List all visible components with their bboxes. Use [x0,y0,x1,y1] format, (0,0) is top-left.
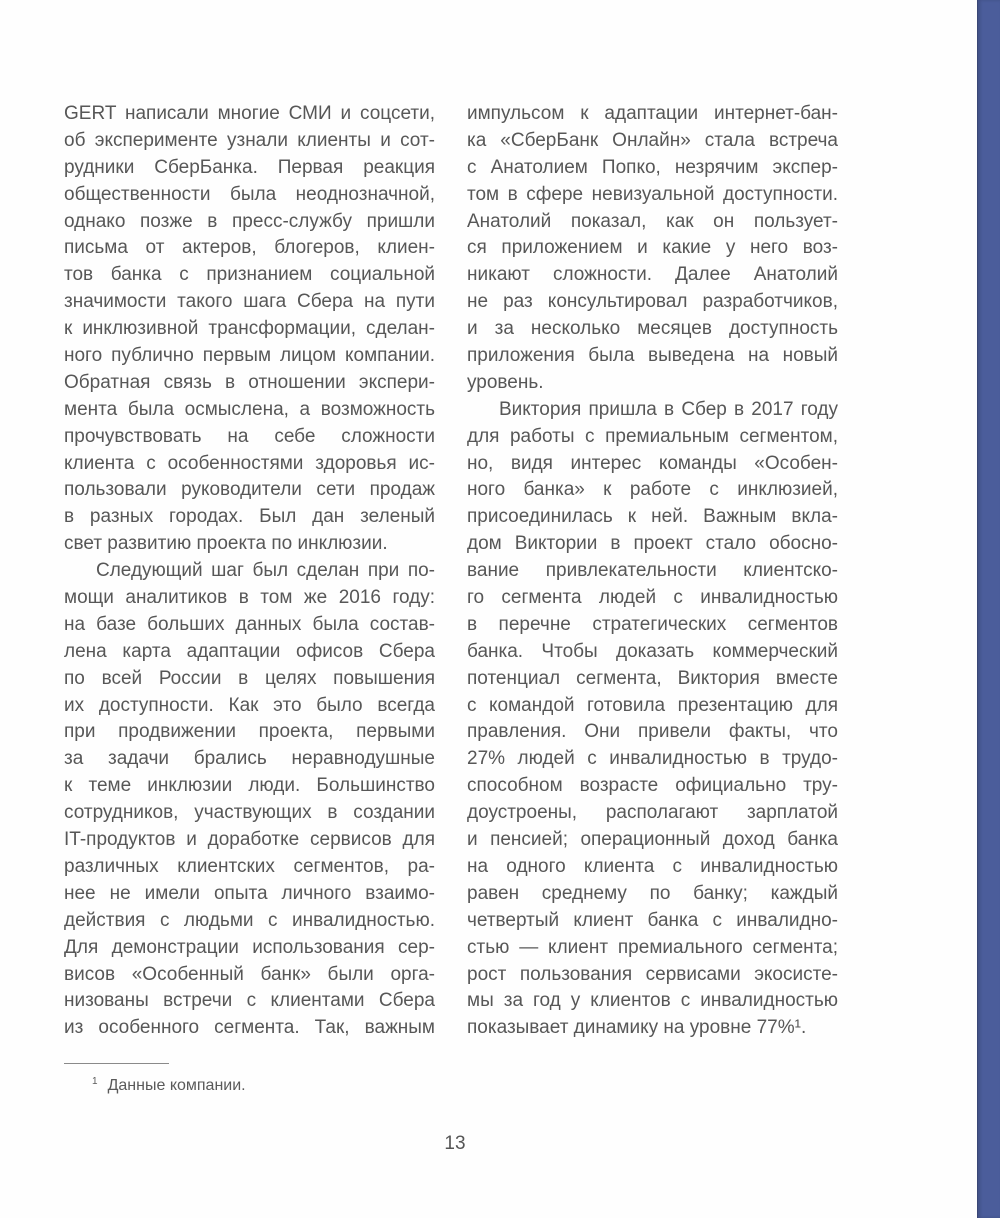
text-line: стью — клиент премиального сегмента; [467,936,838,958]
text-line: и за несколько месяцев доступность [467,318,838,340]
text-line: свет развитию проекта по инклюзии. [64,533,388,555]
page-number: 13 [444,1133,466,1154]
text-line: нее не имели опыта личного взаимо- [64,882,435,904]
book-edge-strip [977,0,1000,1218]
text-line: за задачи брались неравнодушные [64,748,435,770]
text-line: банка. Чтобы доказать коммерческий [467,640,838,662]
text-line: ного публично первым лицом компании. [64,345,435,367]
text-line: их доступности. Как это было всегда [64,694,435,716]
text-line: показывает динамику на уровне 77%¹. [467,1017,807,1039]
text-line: приложения была выведена на новый [467,345,838,367]
text-line: Следующий шаг был сделан при по- [96,560,435,582]
text-line: потенциал сегмента, Виктория вместе [467,667,838,689]
text-line: вание привлекательности клиентско- [467,560,838,582]
text-line: лена карта адаптации офисов Сбера [64,640,435,662]
text-line: в разных городах. Был дан зеленый [64,506,435,528]
text-line: способном возрасте официально тру- [467,775,838,797]
footnote-divider [64,1063,169,1064]
text-line: Обратная связь в отношении экспери- [64,371,435,393]
footnote [92,1076,246,1095]
text-line: прочувствовать на себе сложности [64,425,435,447]
text-line: ся приложением и какие у него воз- [467,237,838,259]
text-line: клиента с особенностями здоровья ис- [64,452,435,474]
text-line: висов «Особенный банк» были орга- [64,963,435,985]
text-line: том в сфере невизуальной доступности. [467,183,838,205]
text-line: для работы с премиальным сегментом, [467,425,838,447]
text-line: никают сложности. Далее Анатолий [467,264,838,286]
left-text-column [64,101,435,1042]
text-line: Виктория пришла в Сбер в 2017 году [499,398,838,420]
text-line: 27% людей с инвалидностью в трудо- [467,748,838,770]
text-line: на одного клиента с инвалидностью [467,855,838,877]
text-line: при продвижении проекта, первыми [64,721,435,743]
text-line: однако позже в пресс-службу пришли [64,210,435,232]
footnote-marker: 1 [92,1076,98,1087]
text-line: низованы встречи с клиентами Сбера [64,990,435,1012]
paragraph [64,558,435,1042]
text-line: письма от актеров, блогеров, клиен- [64,237,435,259]
text-line: но, видя интерес команды «Особен- [467,452,838,474]
text-line: уровень. [467,371,544,393]
text-line: правления. Они привели факты, что [467,721,838,743]
text-line: общественности была неоднозначной, [64,183,435,205]
text-line: Для демонстрации использования сер- [64,936,435,958]
text-line: равен среднему по банку; каждый [467,882,838,904]
text-line: к теме инклюзии люди. Большинство [64,775,435,797]
text-line: по всей России в целях повышения [64,667,435,689]
text-line: мощи аналитиков в том же 2016 году: [64,587,435,609]
text-line: мента была осмыслена, а возможность [64,398,435,420]
text-line: тов банка с признанием социальной [64,264,435,286]
text-line: на базе больших данных была состав- [64,613,435,635]
text-line: IT-продуктов и доработке сервисов для [64,829,435,851]
text-line: рудники СберБанка. Первая реакция [64,156,435,178]
text-line: значимости такого шага Сбера на пути [64,291,435,313]
text-line: с командой готовила презентацию для [467,694,838,716]
text-line: импульсом к адаптации интернет-бан- [467,103,838,124]
text-line: ного банка» к работе с инклюзией, [467,479,838,501]
text-line: в перечне стратегических сегментов [467,613,838,635]
paragraph [467,397,838,1042]
text-line: четвертый клиент банка с инвалидно- [467,909,838,931]
text-line: действия с людьми с инвалидностью. [64,909,435,931]
text-line: GERT написали многие СМИ и соцсети, [64,103,435,124]
text-line: с Анатолием Попко, незрячим экспер- [467,156,838,178]
text-line: об эксперименте узнали клиенты и сот- [64,129,435,151]
text-line: из особенного сегмента. Так, важным [64,1017,435,1039]
text-line: пользовали руководители сети продаж [64,479,435,501]
text-line: ка «СберБанк Онлайн» стала встреча [467,129,838,151]
text-line: не раз консультировал разработчиков, [467,291,838,313]
text-line: сотрудников, участвующих в создании [64,802,435,824]
footnote-text: Данные компании. [107,1077,246,1094]
text-line: Анатолий показал, как он пользует- [467,210,838,232]
text-line: мы за год у клиентов с инвалидностью [467,990,838,1012]
right-text-column [467,101,838,1042]
paragraph [467,101,838,397]
paragraph [64,101,435,558]
text-line: к инклюзивной трансформации, сделан- [64,318,435,340]
text-line: и пенсией; операционный доход банка [467,829,838,851]
text-line: доустроены, располагают зарплатой [467,802,838,824]
text-line: го сегмента людей с инвалидностью [467,587,838,609]
text-line: рост пользования сервисами экосисте- [467,963,838,985]
text-line: различных клиентских сегментов, ра- [64,855,435,877]
text-line: присоединилась к ней. Важным вкла- [467,506,838,528]
text-line: дом Виктории в проект стало обосно- [467,533,838,555]
